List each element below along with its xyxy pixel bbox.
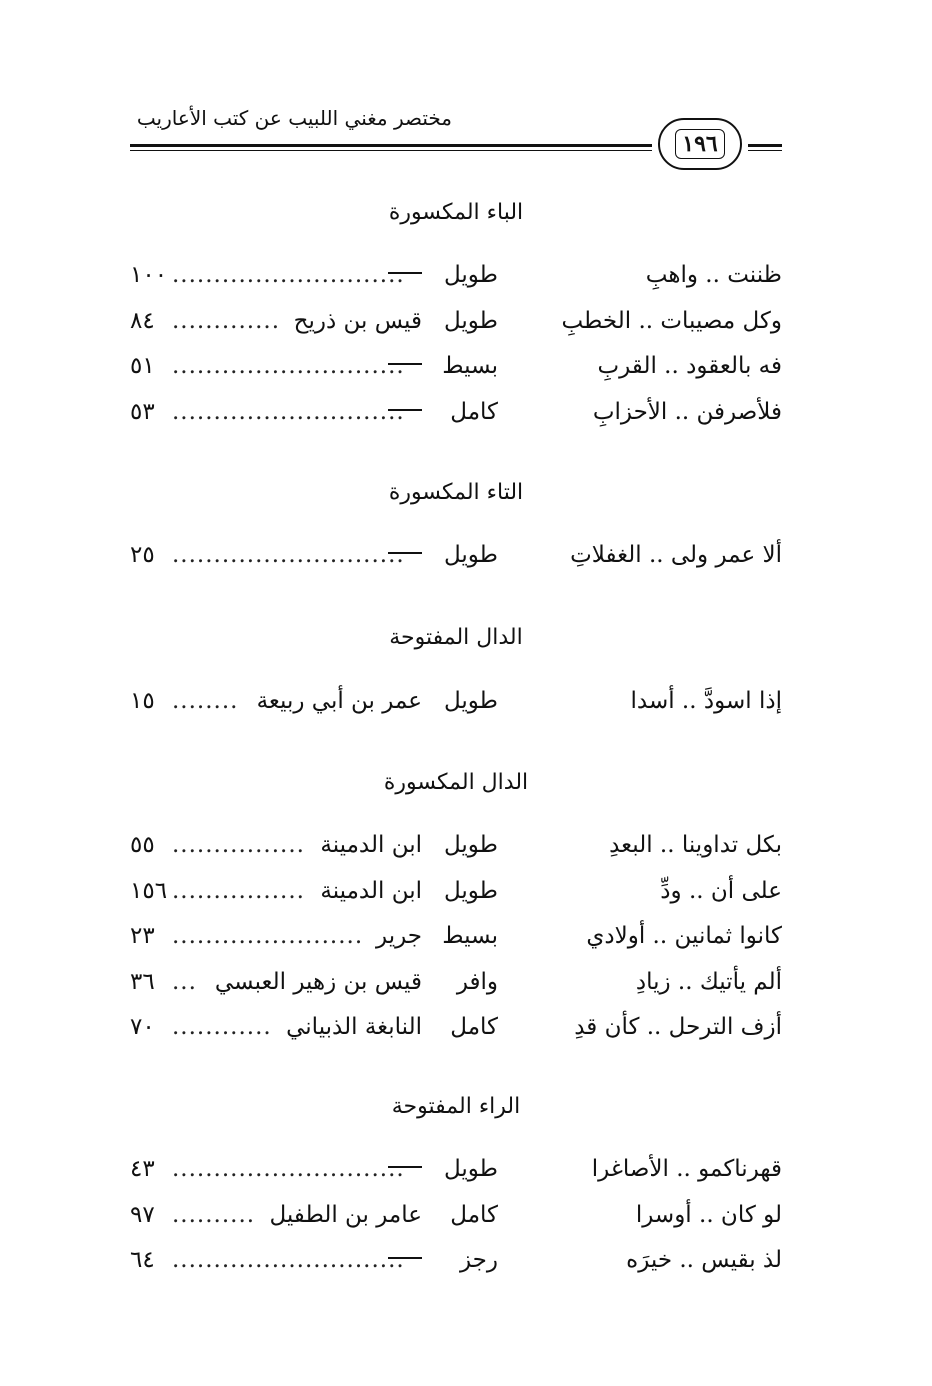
page-ref: ٥٣ — [130, 398, 155, 425]
page-ref: ٣٦ — [130, 968, 155, 995]
poet-name: قيس بن زهير العبسي — [214, 968, 422, 995]
page-ref: ٦٤ — [130, 1247, 155, 1273]
verse-text: ألم يأتيك .. زيادِ — [635, 968, 782, 995]
verse-text: لو كان .. أوسرا — [635, 1201, 782, 1228]
page-ref: ٥٥ — [130, 832, 155, 858]
verse-row — [130, 308, 782, 344]
verse-row — [130, 832, 782, 868]
verse-text: بكل تداوينا .. البعدِ — [609, 832, 782, 858]
verse-text: قهرناكمو .. الأصاغرا — [591, 1156, 782, 1182]
meter-name: طويل — [443, 262, 498, 288]
verse-text: إذا اسودَّ .. أسدا — [630, 688, 782, 714]
page-number: ١٩٦ — [675, 129, 724, 159]
page-ref: ١٠٠ — [130, 262, 168, 288]
header-rule-thin — [130, 150, 652, 151]
verse-text: فه بالعقود .. القربِ — [597, 353, 782, 379]
meter-name: طويل — [443, 542, 498, 568]
meter-name: طويل — [443, 832, 498, 858]
verse-text: لذ بقيس .. خيرَه — [626, 1247, 782, 1273]
header-rule — [130, 144, 652, 147]
poet-name: قيس بن ذريح — [293, 307, 422, 334]
page-ref: ٩٧ — [130, 1201, 155, 1228]
verse-row — [130, 923, 782, 959]
verse-text: وكل مصيبات .. الخطبِ — [561, 307, 782, 334]
meter-name: طويل — [443, 1156, 498, 1182]
verse-row — [130, 878, 782, 914]
leader-dots: ................ — [172, 832, 305, 858]
verse-row — [130, 1014, 782, 1050]
leader-dots: ....................... — [172, 923, 364, 949]
verse-row — [130, 353, 782, 389]
meter-name: طويل — [443, 877, 498, 904]
poet-name: جرير — [376, 923, 422, 949]
leader-dots: ............................ — [172, 1247, 405, 1273]
leader-dots: ............................ — [172, 398, 405, 425]
verse-row — [130, 262, 782, 298]
poet-name: ابن الدمينة — [320, 832, 422, 858]
leader-dots: ............................ — [172, 262, 405, 288]
meter-name: كامل — [450, 1014, 498, 1040]
verse-text: على أن .. ودِّ — [660, 877, 782, 904]
poet-name: عمر بن أبي ربيعة — [256, 688, 422, 714]
page-ref: ٢٣ — [130, 923, 155, 949]
verse-text: كانوا ثمانين .. أولادي — [586, 923, 782, 949]
page-ref: ٨٤ — [130, 307, 155, 334]
verse-text: أزف الترحل .. كأن قدِ — [574, 1014, 782, 1040]
leader-dots: ............................ — [172, 353, 405, 379]
section-title: الباء المكسورة — [388, 200, 524, 225]
page-ref: ١٥ — [130, 688, 155, 714]
header-rule-tail-thin — [748, 150, 782, 151]
meter-name: بسيط — [442, 923, 498, 949]
page-ref: ٢٥ — [130, 542, 155, 568]
section-title: الراء المفتوحة — [391, 1094, 521, 1119]
page-ref: ٤٣ — [130, 1156, 155, 1182]
section-title: الدال المكسورة — [383, 770, 529, 795]
leader-dots: ............................ — [172, 1156, 405, 1182]
page-number-medallion — [658, 118, 742, 170]
verse-text: ألا عمر ولى .. الغفلاتِ — [570, 542, 782, 568]
meter-name: كامل — [450, 1201, 498, 1228]
leader-dots: ............ — [172, 1014, 272, 1040]
section-title: التاء المكسورة — [388, 480, 524, 505]
meter-name: طويل — [443, 307, 498, 334]
leader-dots: ............. — [172, 307, 281, 334]
page-ref: ١٥٦ — [130, 877, 168, 904]
poet-name: عامر بن الطفيل — [269, 1201, 422, 1228]
meter-name: وافر — [456, 968, 498, 995]
book-title: مختصر مغني اللبيب عن كتب الأعاريب — [136, 106, 452, 130]
meter-name: رجز — [459, 1247, 498, 1273]
verse-text: ظننت .. واهبِ — [645, 262, 782, 288]
poet-name: ابن الدمينة — [320, 877, 422, 904]
meter-name: كامل — [450, 398, 498, 425]
verse-row — [130, 969, 782, 1005]
verse-row — [130, 1247, 782, 1283]
page-ref: ٥١ — [130, 353, 155, 379]
verse-row — [130, 542, 782, 578]
leader-dots: .......... — [172, 1201, 256, 1228]
page-ref: ٧٠ — [130, 1014, 155, 1040]
section-title: الدال المفتوحة — [389, 625, 523, 650]
verse-text: فلأصرفن .. الأحزابِ — [592, 398, 782, 425]
poet-name: النابغة الذبياني — [286, 1014, 422, 1040]
meter-name: طويل — [443, 688, 498, 714]
page-header — [130, 98, 782, 178]
leader-dots: ................ — [172, 877, 305, 904]
verse-row — [130, 1202, 782, 1238]
leader-dots: ............................ — [172, 542, 405, 568]
verse-row — [130, 1156, 782, 1192]
verse-row — [130, 688, 782, 724]
leader-dots: ........ — [172, 688, 239, 714]
verse-row — [130, 399, 782, 435]
meter-name: بسيط — [442, 353, 498, 379]
leader-dots: ... — [172, 968, 197, 995]
header-rule-tail — [748, 144, 782, 147]
